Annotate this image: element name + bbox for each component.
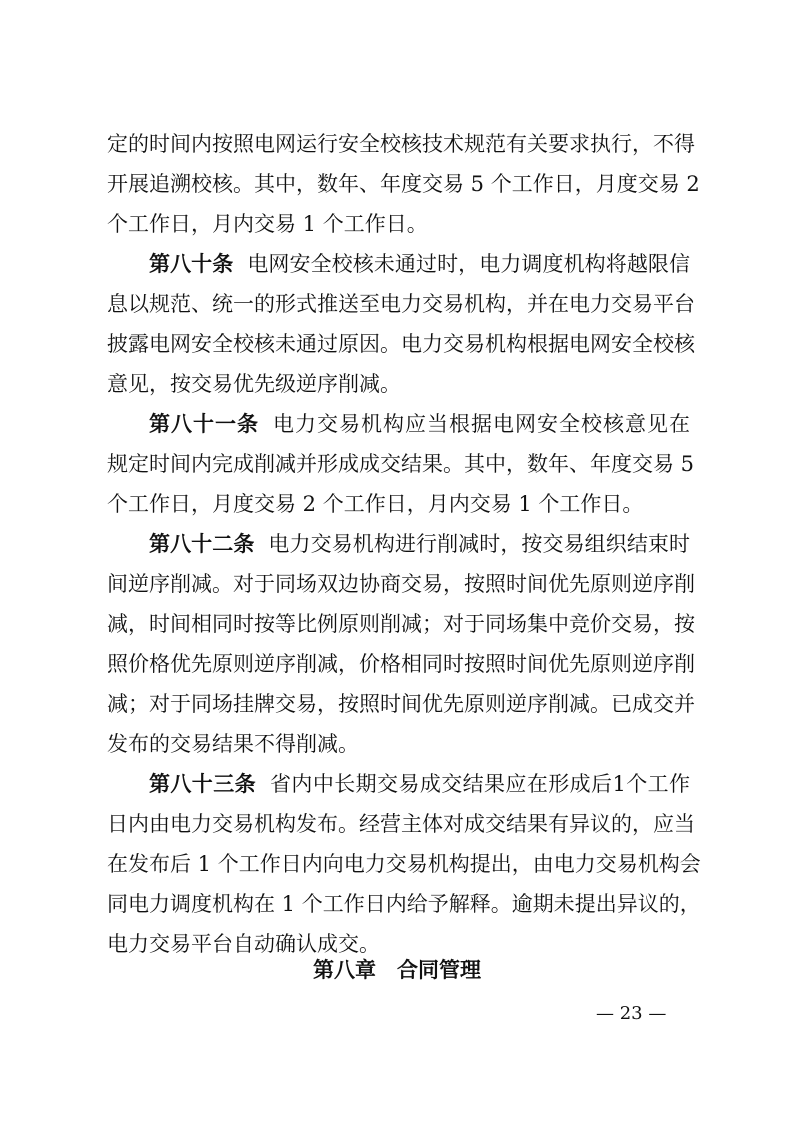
article-80 <box>107 244 695 404</box>
text-line <box>107 404 690 444</box>
text-line: 照价格优先原则逆序削减，价格相同时按照时间优先原则逆序削 <box>107 652 695 676</box>
article-text: 电力交易机构应当根据电网安全校核意见在 <box>273 412 690 436</box>
text-line: 减；对于同场挂牌交易，按照时间优先原则逆序削减。已成交并 <box>107 692 695 716</box>
text-line: 个工作日，月内交易 1 个工作日。 <box>107 212 428 236</box>
text-line <box>107 524 690 564</box>
chapter-heading: 第八章 合同管理 <box>313 958 481 982</box>
article-label: 第八十条 <box>149 252 234 276</box>
text-line: 意见，按交易优先级逆序削减。 <box>107 372 401 396</box>
article-label: 第八十二条 <box>149 532 255 556</box>
text-line: 间逆序削减。对于同场双边协商交易，按照时间优先原则逆序削 <box>107 572 695 596</box>
article-label: 第八十三条 <box>149 772 257 796</box>
article-label: 第八十一条 <box>149 412 259 436</box>
text-line <box>107 764 690 804</box>
text-line: 披露电网安全校核未通过原因。电力交易机构根据电网安全校核 <box>107 332 695 356</box>
paragraph-continuation <box>107 124 700 244</box>
article-text: 电网安全校核未通过时，电力调度机构将越限信 <box>247 252 691 276</box>
article-82 <box>107 524 695 764</box>
article-text: 省内中长期交易成交结果应在形成后1个工作 <box>270 772 691 796</box>
text-line: 开展追溯校核。其中，数年、年度交易 5 个工作日，月度交易 2 <box>107 172 700 196</box>
text-line <box>107 244 690 284</box>
text-line: 息以规范、统一的形式推送至电力交易机构，并在电力交易平台 <box>107 292 695 316</box>
text-line: 在发布后 1 个工作日内向电力交易机构提出，由电力交易机构会 <box>107 852 701 876</box>
article-81 <box>107 404 695 524</box>
page-number: — 23 — <box>596 1003 667 1024</box>
text-line: 减，时间相同时按等比例原则削减；对于同场集中竞价交易，按 <box>107 612 695 636</box>
text-line: 定的时间内按照电网运行安全校核技术规范有关要求执行，不得 <box>107 132 695 156</box>
document-body <box>107 124 701 964</box>
article-text: 电力交易机构进行削减时，按交易组织结束时 <box>268 532 691 556</box>
text-line: 日内由电力交易机构发布。经营主体对成交结果有异议的，应当 <box>107 812 695 836</box>
text-line: 发布的交易结果不得削减。 <box>107 732 359 756</box>
article-83 <box>107 764 701 964</box>
text-line: 个工作日，月度交易 2 个工作日，月内交易 1 个工作日。 <box>107 492 644 516</box>
text-line: 电力交易平台自动确认成交。 <box>107 932 380 956</box>
text-line: 规定时间内完成削减并形成成交结果。其中，数年、年度交易 5 <box>107 452 695 476</box>
text-line: 同电力调度机构在 1 个工作日内给予解释。逾期未提出异议的， <box>107 892 701 916</box>
